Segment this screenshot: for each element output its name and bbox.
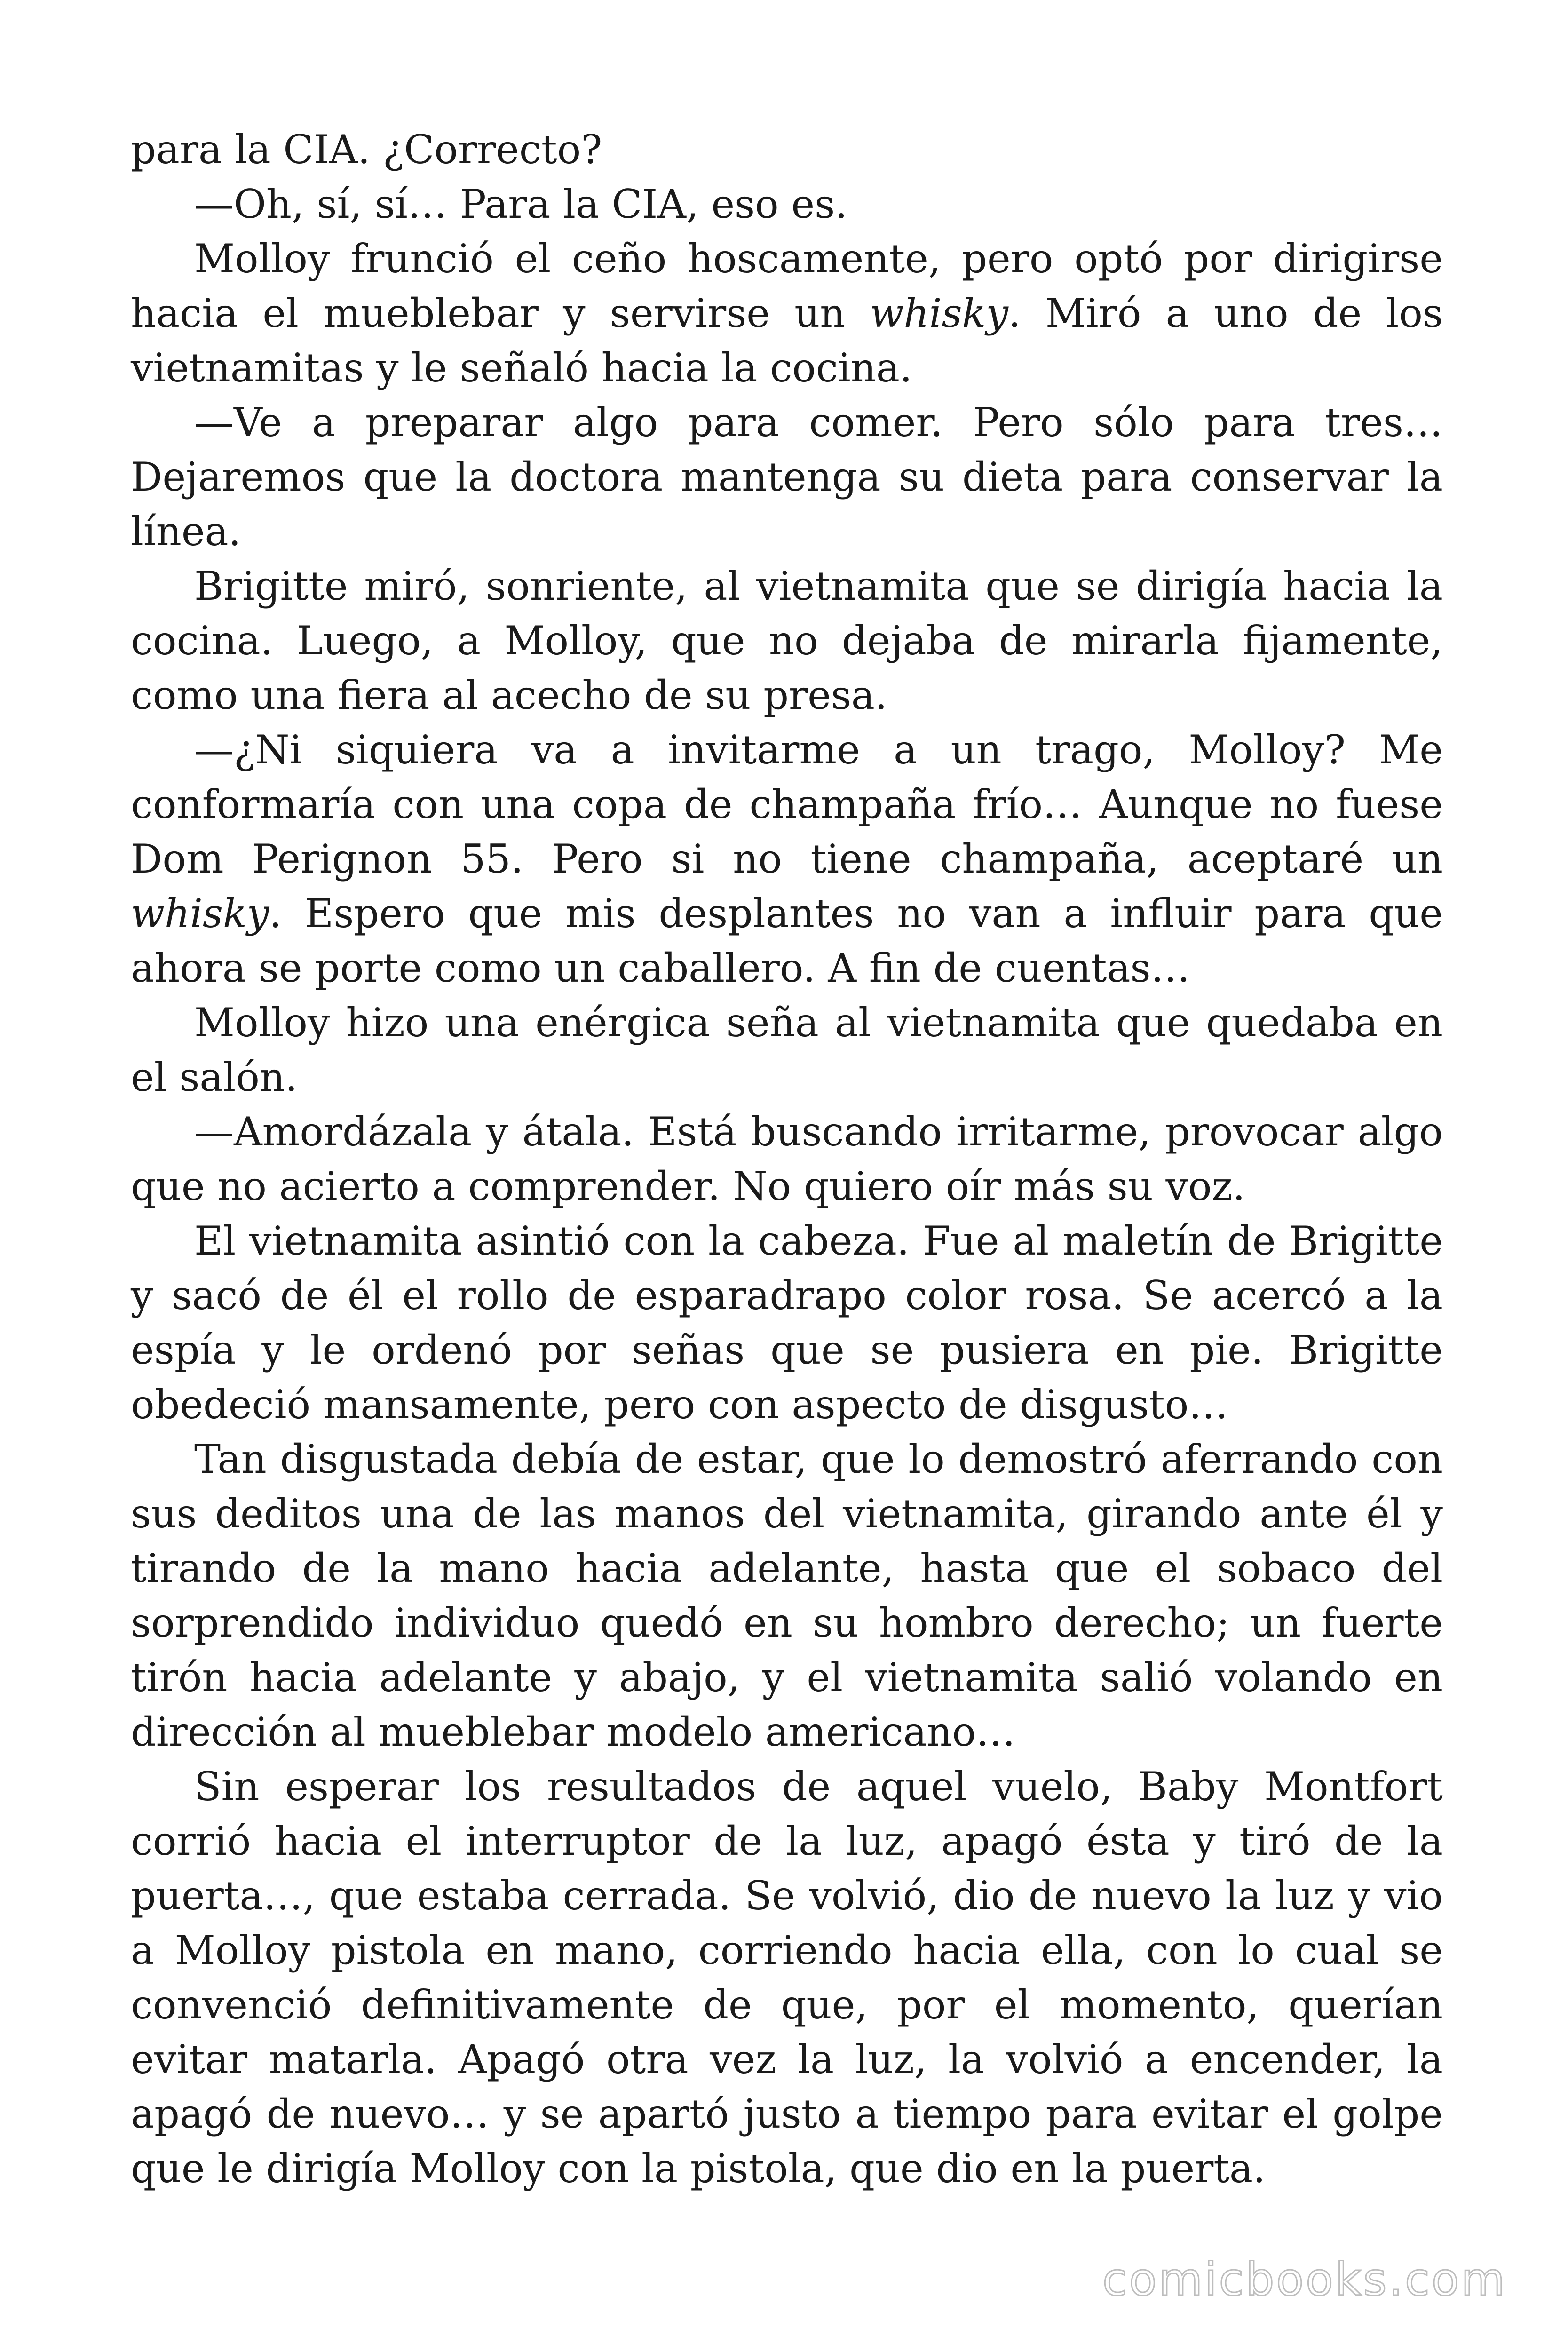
- text-run: . Espero que mis desplantes no van a influir para que ahora se porte como un caballero. A fin de cuentas…: [131, 890, 1443, 991]
- italic-text: whisky: [870, 290, 1008, 336]
- paragraph: [131, 1432, 1443, 1759]
- book-page-text: [131, 122, 1443, 2196]
- paragraph: [131, 559, 1443, 723]
- paragraph: [131, 122, 1443, 177]
- text-run: para la CIA. ¿Correcto?: [131, 127, 602, 173]
- text-run: Molloy frunció el ceño hoscamente, pero optó por dirigirse hacia el mueblebar y servirse un: [131, 236, 1443, 336]
- text-run: Brigitte miró, sonriente, al vietnamita que se dirigía hacia la cocina. Luego, a Molloy, que no dejaba de mirarla fijamente, como una fiera al acecho de su presa.: [131, 563, 1443, 718]
- paragraph: [131, 1104, 1443, 1214]
- paragraph: [131, 395, 1443, 559]
- text-run: . Miró a uno de los vietnamitas y le señaló hacia la cocina.: [131, 290, 1443, 391]
- text-run: El vietnamita asintió con la cabeza. Fue al maletín de Brigitte y sacó de él el rollo de esparadrapo color rosa. Se acercó a la espía y le ordenó por señas que se pusiera en pie. Brigitte obedeció mansamente, pero con aspecto de disgusto…: [131, 1218, 1443, 1428]
- paragraph: [131, 231, 1443, 395]
- text-run: Sin esperar los resultados de aquel vuelo, Baby Montfort corrió hacia el interruptor de la luz, apagó ésta y tiró de la puerta…, que estaba cerrada. Se volvió, dio de nuevo la luz y vio a Molloy pistola en mano, corriendo hacia ella, con lo cual se convenció definitivamente de que, por el momento, querían evitar matarla. Apagó otra vez la luz, la volvió a encender, la apagó de nuevo… y se apartó justo a tiempo para evitar el golpe que le dirigía Molloy con la pistola, que dio en la puerta.: [131, 1764, 1443, 2192]
- text-run: —Oh, sí, sí… Para la CIA, eso es.: [194, 181, 847, 227]
- text-run: —¿Ni siquiera va a invitarme a un trago, Molloy? Me conformaría con una copa de champaña frío… Aunque no fuese Dom Perignon 55. Pero si no tiene champaña, aceptaré un: [131, 727, 1443, 882]
- paragraph: [131, 1759, 1443, 2196]
- watermark: comicbooks.com: [1102, 2253, 1507, 2306]
- paragraph: [131, 995, 1443, 1104]
- text-run: —Ve a preparar algo para comer. Pero sólo para tres… Dejaremos que la doctora mantenga su dieta para conservar la línea.: [131, 399, 1443, 555]
- paragraph: [131, 723, 1443, 995]
- paragraph: [131, 1214, 1443, 1432]
- paragraph: [131, 177, 1443, 231]
- italic-text: whisky: [131, 890, 269, 937]
- text-run: Tan disgustada debía de estar, que lo demostró aferrando con sus deditos una de las manos del vietnamita, girando ante él y tirando de la mano hacia adelante, hasta que el sobaco del sorprendido individuo quedó en su hombro derecho; un fuerte tirón hacia adelante y abajo, y el vietnamita salió volando en dirección al mueblebar modelo americano…: [131, 1436, 1443, 1755]
- text-run: Molloy hizo una enérgica seña al vietnamita que quedaba en el salón.: [131, 1000, 1443, 1100]
- text-run: —Amordázala y átala. Está buscando irritarme, provocar algo que no acierto a comprender. No quiero oír más su voz.: [131, 1109, 1443, 1209]
